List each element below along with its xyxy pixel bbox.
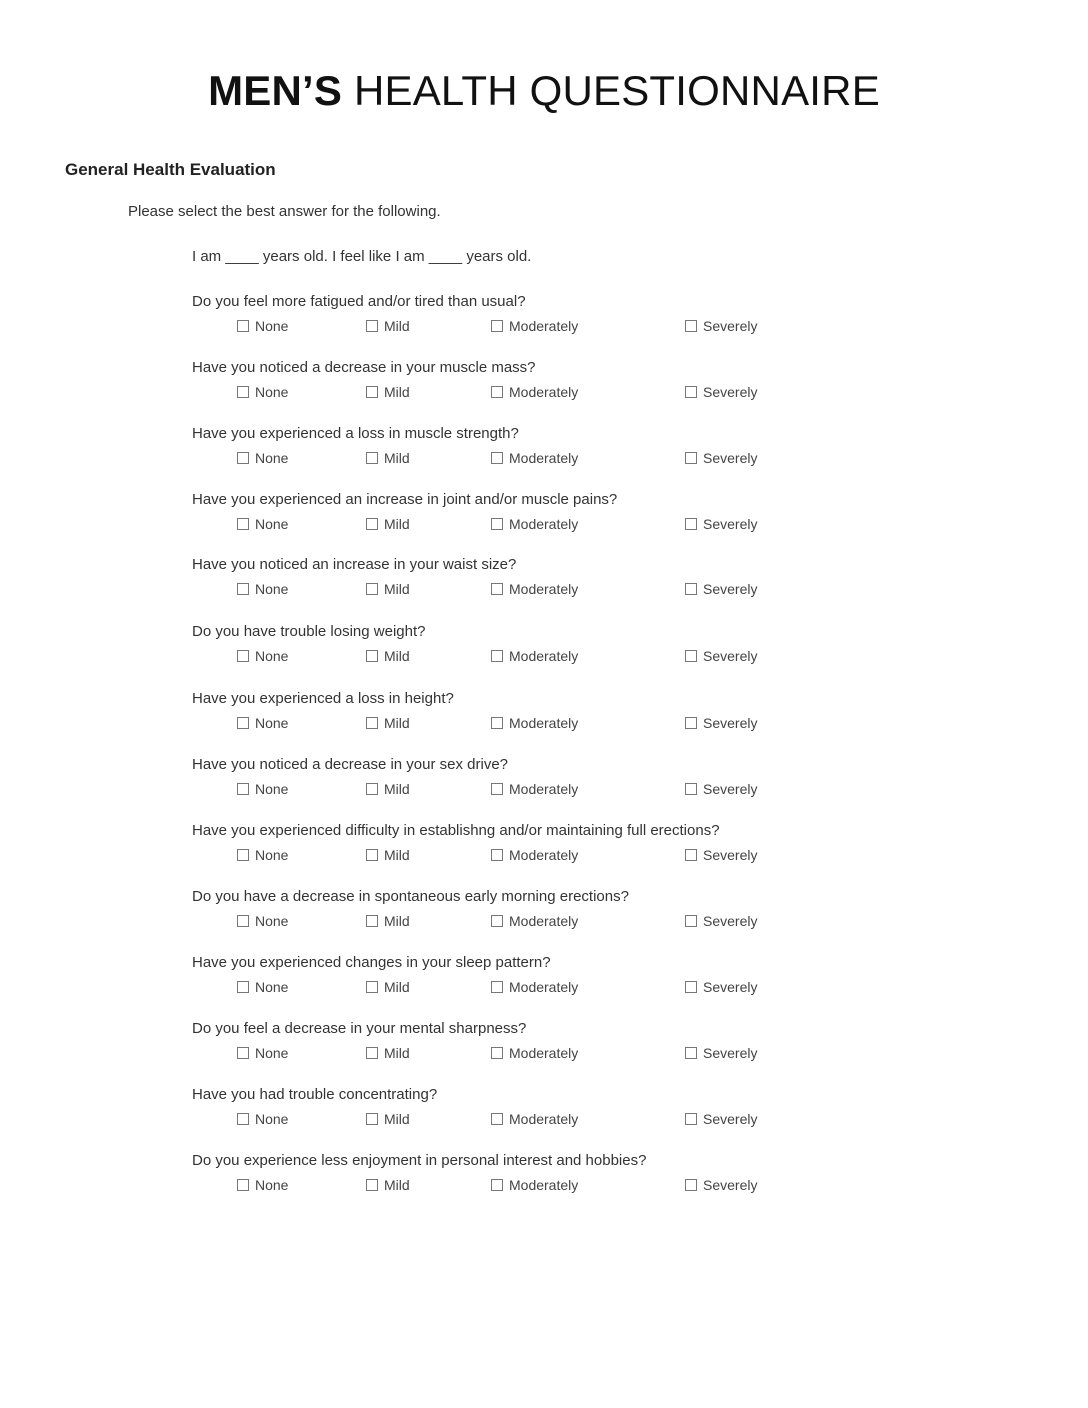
- title-bold-part: MEN’S: [208, 67, 343, 114]
- checkbox-moderately[interactable]: [491, 1113, 503, 1125]
- question-item: [192, 822, 892, 872]
- option-label: Severely: [703, 715, 758, 731]
- question-text: Have you noticed an increase in your waist size?: [192, 556, 517, 573]
- checkbox-none[interactable]: [237, 386, 249, 398]
- question-item: [192, 556, 892, 606]
- option-moderately[interactable]: [491, 647, 578, 665]
- question-text: Do you have a decrease in spontaneous early morning erections?: [192, 888, 629, 905]
- option-label: Moderately: [509, 913, 579, 929]
- option-none[interactable]: [237, 912, 288, 930]
- checkbox-moderately[interactable]: [491, 650, 503, 662]
- checkbox-none[interactable]: [237, 650, 249, 662]
- checkbox-mild[interactable]: [366, 386, 378, 398]
- question-text: Have you experienced changes in your sleep pattern?: [192, 954, 551, 971]
- option-label: Severely: [703, 1177, 758, 1193]
- question-item: [192, 1086, 892, 1136]
- option-label: None: [255, 450, 289, 466]
- option-label: None: [255, 384, 289, 400]
- checkbox-none[interactable]: [237, 1113, 249, 1125]
- checkbox-none[interactable]: [237, 717, 249, 729]
- checkbox-moderately[interactable]: [491, 849, 503, 861]
- option-label: Mild: [384, 979, 410, 995]
- checkbox-severely[interactable]: [685, 518, 697, 530]
- question-text: Have you had trouble concentrating?: [192, 1086, 438, 1103]
- checkbox-moderately[interactable]: [491, 1179, 503, 1191]
- option-mild[interactable]: [366, 383, 410, 401]
- option-mild[interactable]: [366, 846, 410, 864]
- option-severely[interactable]: [685, 1110, 757, 1128]
- option-severely[interactable]: [685, 449, 757, 467]
- checkbox-mild[interactable]: [366, 320, 378, 332]
- checkbox-mild[interactable]: [366, 783, 378, 795]
- checkbox-none[interactable]: [237, 518, 249, 530]
- option-label: Severely: [703, 581, 758, 597]
- option-label: Moderately: [509, 979, 579, 995]
- option-label: Mild: [384, 847, 410, 863]
- option-moderately[interactable]: [491, 449, 578, 467]
- question-item: [192, 1020, 892, 1070]
- option-moderately[interactable]: [491, 1176, 578, 1194]
- option-label: Mild: [384, 450, 410, 466]
- section-heading: General Health Evaluation: [65, 160, 276, 179]
- checkbox-none[interactable]: [237, 849, 249, 861]
- option-mild[interactable]: [366, 714, 410, 732]
- option-label: Severely: [703, 1111, 758, 1127]
- option-mild[interactable]: [366, 912, 410, 930]
- option-label: None: [255, 1045, 289, 1061]
- option-none[interactable]: [237, 580, 288, 598]
- option-label: Mild: [384, 1177, 410, 1193]
- option-severely[interactable]: [685, 1176, 757, 1194]
- option-moderately[interactable]: [491, 846, 578, 864]
- checkbox-none[interactable]: [237, 1047, 249, 1059]
- option-label: Severely: [703, 979, 758, 995]
- question-item: [192, 690, 892, 740]
- question-text: Do you experience less enjoyment in personal interest and hobbies?: [192, 1152, 647, 1169]
- option-moderately[interactable]: [491, 515, 578, 533]
- title-rest: HEALTH QUESTIONNAIRE: [353, 67, 880, 114]
- question-text: Do you feel a decrease in your mental sharpness?: [192, 1020, 527, 1037]
- question-item: [192, 954, 892, 1004]
- option-label: Mild: [384, 648, 410, 664]
- checkbox-moderately[interactable]: [491, 320, 503, 332]
- option-label: Moderately: [509, 581, 579, 597]
- checkbox-none[interactable]: [237, 981, 249, 993]
- checkbox-moderately[interactable]: [491, 518, 503, 530]
- option-mild[interactable]: [366, 1110, 410, 1128]
- option-label: Mild: [384, 318, 410, 334]
- checkbox-moderately[interactable]: [491, 717, 503, 729]
- option-label: Severely: [703, 318, 758, 334]
- checkbox-severely[interactable]: [685, 717, 697, 729]
- checkbox-severely[interactable]: [685, 849, 697, 861]
- question-item: [192, 425, 892, 475]
- question-text: Have you experienced a loss in muscle strength?: [192, 425, 519, 442]
- checkbox-severely[interactable]: [685, 320, 697, 332]
- checkbox-moderately[interactable]: [491, 386, 503, 398]
- checkbox-moderately[interactable]: [491, 915, 503, 927]
- option-none[interactable]: [237, 1176, 288, 1194]
- option-label: Mild: [384, 715, 410, 731]
- option-severely[interactable]: [685, 912, 757, 930]
- checkbox-mild[interactable]: [366, 1179, 378, 1191]
- option-label: Moderately: [509, 450, 579, 466]
- option-label: None: [255, 979, 289, 995]
- option-severely[interactable]: [685, 515, 757, 533]
- option-severely[interactable]: [685, 580, 757, 598]
- option-severely[interactable]: [685, 317, 757, 335]
- checkbox-moderately[interactable]: [491, 1047, 503, 1059]
- checkbox-none[interactable]: [237, 583, 249, 595]
- option-none[interactable]: [237, 449, 288, 467]
- checkbox-severely[interactable]: [685, 783, 697, 795]
- checkbox-severely[interactable]: [685, 1047, 697, 1059]
- checkbox-severely[interactable]: [685, 915, 697, 927]
- option-label: Moderately: [509, 648, 579, 664]
- option-label: None: [255, 913, 289, 929]
- option-label: Severely: [703, 648, 758, 664]
- option-mild[interactable]: [366, 1044, 410, 1062]
- checkbox-mild[interactable]: [366, 452, 378, 464]
- option-none[interactable]: [237, 515, 288, 533]
- question-item: [192, 491, 892, 541]
- checkbox-severely[interactable]: [685, 452, 697, 464]
- checkbox-mild[interactable]: [366, 915, 378, 927]
- option-label: None: [255, 1111, 289, 1127]
- question-text: Have you experienced an increase in joint and/or muscle pains?: [192, 491, 618, 508]
- question-text: Do you feel more fatigued and/or tired than usual?: [192, 293, 526, 310]
- option-none[interactable]: [237, 780, 288, 798]
- checkbox-severely[interactable]: [685, 583, 697, 595]
- option-label: Mild: [384, 384, 410, 400]
- question-text: Have you experienced a loss in height?: [192, 690, 454, 707]
- question-item: [192, 359, 892, 409]
- option-label: Mild: [384, 581, 410, 597]
- question-item: [192, 756, 892, 806]
- checkbox-severely[interactable]: [685, 386, 697, 398]
- question-text: Have you noticed a decrease in your muscle mass?: [192, 359, 536, 376]
- option-mild[interactable]: [366, 1176, 410, 1194]
- checkbox-none[interactable]: [237, 1179, 249, 1191]
- option-severely[interactable]: [685, 1044, 757, 1062]
- option-moderately[interactable]: [491, 912, 578, 930]
- option-label: None: [255, 581, 289, 597]
- checkbox-mild[interactable]: [366, 650, 378, 662]
- question-item: [192, 888, 892, 938]
- option-label: None: [255, 847, 289, 863]
- option-label: Moderately: [509, 715, 579, 731]
- option-mild[interactable]: [366, 449, 410, 467]
- instructions-text: Please select the best answer for the following.: [128, 203, 441, 220]
- option-label: Severely: [703, 913, 758, 929]
- checkbox-mild[interactable]: [366, 717, 378, 729]
- option-mild[interactable]: [366, 515, 410, 533]
- age-question: I am ____ years old. I feel like I am ____ years old.: [192, 248, 532, 265]
- option-none[interactable]: [237, 846, 288, 864]
- option-label: None: [255, 715, 289, 731]
- checkbox-mild[interactable]: [366, 1113, 378, 1125]
- checkbox-moderately[interactable]: [491, 981, 503, 993]
- option-label: Severely: [703, 516, 758, 532]
- option-label: None: [255, 516, 289, 532]
- option-moderately[interactable]: [491, 714, 578, 732]
- option-moderately[interactable]: [491, 978, 578, 996]
- option-label: Moderately: [509, 318, 579, 334]
- option-label: Moderately: [509, 1045, 579, 1061]
- option-label: None: [255, 648, 289, 664]
- checkbox-severely[interactable]: [685, 650, 697, 662]
- option-label: None: [255, 1177, 289, 1193]
- option-label: None: [255, 781, 289, 797]
- option-label: Mild: [384, 913, 410, 929]
- checkbox-severely[interactable]: [685, 1179, 697, 1191]
- option-moderately[interactable]: [491, 1044, 578, 1062]
- checkbox-moderately[interactable]: [491, 452, 503, 464]
- option-mild[interactable]: [366, 317, 410, 335]
- option-moderately[interactable]: [491, 383, 578, 401]
- option-none[interactable]: [237, 317, 288, 335]
- checkbox-mild[interactable]: [366, 583, 378, 595]
- question-text: Have you noticed a decrease in your sex drive?: [192, 756, 509, 773]
- checkbox-none[interactable]: [237, 915, 249, 927]
- checkbox-severely[interactable]: [685, 1113, 697, 1125]
- checkbox-mild[interactable]: [366, 981, 378, 993]
- option-severely[interactable]: [685, 383, 757, 401]
- option-moderately[interactable]: [491, 780, 578, 798]
- option-none[interactable]: [237, 978, 288, 996]
- option-label: Moderately: [509, 1111, 579, 1127]
- option-label: Moderately: [509, 384, 579, 400]
- question-item: [192, 1152, 892, 1202]
- option-none[interactable]: [237, 1044, 288, 1062]
- option-label: Severely: [703, 781, 758, 797]
- checkbox-mild[interactable]: [366, 1047, 378, 1059]
- option-label: Mild: [384, 1045, 410, 1061]
- option-label: Moderately: [509, 781, 579, 797]
- option-label: Severely: [703, 450, 758, 466]
- option-severely[interactable]: [685, 647, 757, 665]
- question-text: Do you have trouble losing weight?: [192, 623, 426, 640]
- option-moderately[interactable]: [491, 1110, 578, 1128]
- option-none[interactable]: [237, 647, 288, 665]
- checkbox-moderately[interactable]: [491, 583, 503, 595]
- checkbox-moderately[interactable]: [491, 783, 503, 795]
- checkbox-none[interactable]: [237, 452, 249, 464]
- option-label: Moderately: [509, 847, 579, 863]
- option-label: Mild: [384, 781, 410, 797]
- question-item: [192, 623, 892, 673]
- option-label: Severely: [703, 847, 758, 863]
- question-text: Have you experienced difficulty in establishng and/or maintaining full erections?: [192, 822, 720, 839]
- checkbox-none[interactable]: [237, 320, 249, 332]
- option-moderately[interactable]: [491, 317, 578, 335]
- checkbox-severely[interactable]: [685, 981, 697, 993]
- checkbox-none[interactable]: [237, 783, 249, 795]
- option-label: Mild: [384, 516, 410, 532]
- option-mild[interactable]: [366, 978, 410, 996]
- option-label: Mild: [384, 1111, 410, 1127]
- option-none[interactable]: [237, 383, 288, 401]
- option-none[interactable]: [237, 1110, 288, 1128]
- question-item: [192, 293, 892, 343]
- option-mild[interactable]: [366, 780, 410, 798]
- option-severely[interactable]: [685, 978, 757, 996]
- option-label: None: [255, 318, 289, 334]
- option-label: Moderately: [509, 516, 579, 532]
- checkbox-mild[interactable]: [366, 849, 378, 861]
- option-severely[interactable]: [685, 714, 757, 732]
- option-mild[interactable]: [366, 580, 410, 598]
- option-severely[interactable]: [685, 846, 757, 864]
- option-moderately[interactable]: [491, 580, 578, 598]
- checkbox-mild[interactable]: [366, 518, 378, 530]
- option-label: Severely: [703, 384, 758, 400]
- option-label: Severely: [703, 1045, 758, 1061]
- option-mild[interactable]: [366, 647, 410, 665]
- page-title: [0, 66, 1088, 116]
- option-label: Moderately: [509, 1177, 579, 1193]
- option-none[interactable]: [237, 714, 288, 732]
- option-severely[interactable]: [685, 780, 757, 798]
